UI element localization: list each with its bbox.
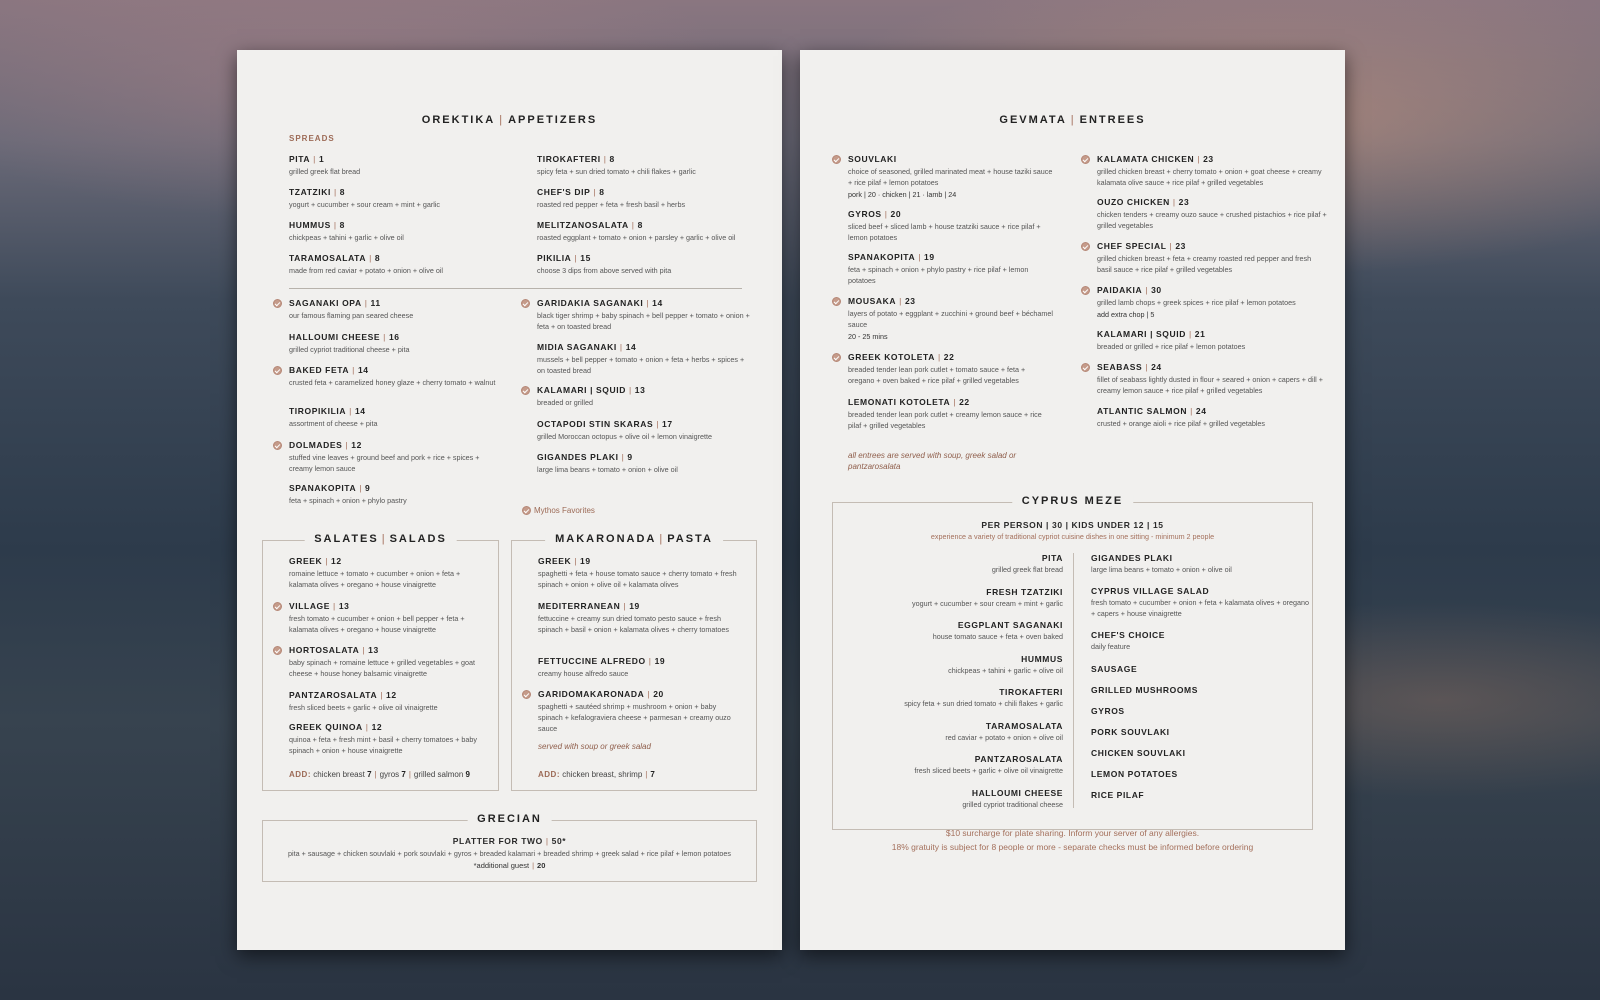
item-name: PANTZAROSALATA — [974, 754, 1063, 764]
menu-item — [537, 385, 752, 408]
item-price: 19 — [654, 656, 666, 666]
item-desc: roasted red pepper + feta + fresh basil + herbs — [537, 200, 686, 209]
item-desc: breaded or grilled — [537, 398, 593, 407]
item-price: 19 — [629, 601, 640, 611]
item-price: 14 — [357, 365, 369, 375]
item-name: CYPRUS VILLAGE SALAD — [1091, 586, 1210, 596]
menu-item — [537, 253, 762, 276]
menu-item — [848, 252, 1053, 286]
item-desc: spicy feta + sun dried tomato + chili flakes + garlic — [904, 699, 1063, 708]
menu-page-right — [800, 50, 1345, 950]
item-desc: our famous flaming pan seared cheese — [289, 311, 414, 320]
favorite-check-icon — [273, 366, 282, 375]
favorite-check-icon — [273, 602, 282, 611]
pasta-note: served with soup or greek salad — [538, 742, 651, 751]
meze-item — [863, 654, 1063, 676]
menu-item — [1097, 154, 1327, 188]
item-name: GYROS | 20 — [848, 209, 902, 219]
item-price: 23 — [1178, 197, 1190, 207]
item-price: 21 — [1194, 329, 1206, 339]
item-price: 14 — [625, 342, 637, 352]
item-name: KALAMATA CHICKEN | 23 — [1097, 154, 1214, 164]
meze-item — [1091, 586, 1311, 619]
item-name: OUZO CHICKEN | 23 — [1097, 197, 1190, 207]
item-name: PIKILIA | 15 — [537, 253, 591, 263]
meze-price: PER PERSON | 30 | KIDS UNDER 12 | 15 — [981, 520, 1164, 530]
item-name: SPANAKOPITA | 19 — [848, 252, 935, 262]
menu-item — [537, 187, 762, 210]
item-name: VILLAGE | 13 — [289, 601, 350, 611]
item-name: BAKED FETA | 14 — [289, 365, 369, 375]
item-price: 20 — [890, 209, 902, 219]
item-price: 19 — [924, 252, 935, 262]
item-desc: fresh sliced beets + garlic + olive oil vinaigrette — [289, 703, 438, 712]
item-name: GREEK QUINOA | 12 — [289, 722, 383, 732]
item-name: TIROKAFTERI — [999, 687, 1063, 697]
item-price: 20 — [653, 689, 664, 699]
item-desc: feta + spinach + onion + phylo pastry + rice pilaf + lemon potatoes — [848, 265, 1029, 285]
pasta-add: ADD: chicken breast, shrimp | 7 — [538, 770, 655, 779]
meze-item — [863, 553, 1063, 575]
item-name: GRILLED MUSHROOMS — [1091, 685, 1199, 695]
menu-item — [848, 154, 1053, 200]
item-price: 15 — [580, 253, 591, 263]
item-name: GIGANDES PLAKI | 9 — [537, 452, 633, 462]
menu-item — [289, 722, 484, 756]
item-price: 14 — [354, 406, 366, 416]
item-desc: red caviar + potato + onion + olive oil — [945, 732, 1063, 742]
salads-add: ADD: chicken breast 7 | gyros 7 | grilled salmon 9 — [289, 770, 470, 779]
item-name: PAIDAKIA | 30 — [1097, 285, 1162, 295]
menu-item — [289, 440, 504, 474]
salads-box — [262, 533, 499, 791]
item-name: PANTZAROSALATA | 12 — [289, 690, 397, 700]
item-price: 24 — [1151, 362, 1162, 372]
item-price: 24 — [1195, 406, 1207, 416]
meze-item — [863, 587, 1063, 609]
item-desc: roasted eggplant + tomato + onion + parsley + garlic + olive oil — [537, 233, 736, 242]
grecian-title: GRECIAN — [467, 813, 552, 825]
menu-item — [537, 452, 752, 475]
favorite-check-icon — [832, 297, 841, 306]
item-name: FETTUCCINE ALFREDO | 19 — [538, 656, 666, 666]
item-desc: chickpeas + tahini + garlic + olive oil — [289, 233, 404, 242]
meze-item — [1091, 727, 1311, 738]
menu-item — [289, 332, 504, 355]
favorite-check-icon — [522, 506, 531, 515]
menu-item — [848, 352, 1053, 386]
item-price: 16 — [388, 332, 400, 342]
favorite-check-icon — [273, 441, 282, 450]
meze-left-column — [853, 553, 1063, 813]
item-name: GREEK | 19 — [538, 556, 591, 566]
menu-item — [289, 298, 504, 321]
item-desc: fresh sliced beets + garlic + olive oil vinaigrette — [914, 766, 1063, 775]
menu-item — [538, 689, 738, 734]
item-price: 1 — [318, 154, 325, 164]
item-name: PITA | 1 — [289, 154, 325, 164]
item-name: HALLOUMI CHEESE | 16 — [289, 332, 400, 342]
menu-item — [289, 253, 509, 276]
item-name: TZATZIKI | 8 — [289, 187, 346, 197]
menu-item — [289, 483, 504, 506]
item-desc: quinoa + feta + fresh mint + basil + cherry tomatoes + baby spinach + onion + house vinaigrette — [289, 735, 477, 755]
item-desc: grilled chicken breast + feta + creamy roasted red pepper and fresh basil sauce + rice pilaf + grilled vegetables — [1097, 254, 1312, 274]
menu-item — [1097, 362, 1327, 396]
menu-item — [538, 556, 738, 590]
item-name: SAUSAGE — [1091, 664, 1138, 674]
item-name: MOUSAKA | 23 — [848, 296, 916, 306]
meze-item — [1091, 664, 1311, 675]
entrees-title: GEVMATA | ENTREES — [999, 114, 1146, 126]
entrees-note: all entrees are served with soup, greek salad or pantzarosalata — [848, 451, 1017, 471]
item-desc: grilled cypriot traditional cheese + pita — [289, 345, 410, 354]
favorite-check-icon — [1081, 155, 1090, 164]
meze-desc: experience a variety of traditional cypriot cuisine dishes in one sitting - minimum 2 people — [930, 532, 1215, 541]
menu-item — [289, 406, 504, 429]
grecian-box — [262, 813, 757, 882]
item-desc: layers of potato + eggplant + zucchini + ground beef + béchamel sauce — [848, 309, 1053, 329]
menu-item — [848, 397, 1053, 431]
item-desc: yogurt + cucumber + sour cream + mint + garlic — [289, 200, 441, 209]
item-desc: breaded or grilled + rice pilaf + lemon potatoes — [1097, 342, 1246, 351]
appetizers-title: OREKTIKA | APPETIZERS — [421, 114, 598, 126]
item-price: 23 — [1203, 154, 1214, 164]
item-name: LEMON POTATOES — [1091, 769, 1178, 779]
item-name: CHEF SPECIAL | 23 — [1097, 241, 1187, 251]
item-desc: grilled cypriot traditional cheese — [962, 799, 1063, 809]
item-name: TARAMOSALATA — [985, 720, 1063, 731]
menu-item — [537, 419, 752, 442]
item-name: MEDITERRANEAN | 19 — [538, 601, 640, 611]
menu-item — [289, 365, 504, 388]
item-desc: spaghetti + sautéed shrimp + mushroom + onion + baby spinach + kefalograviera cheese + parmesan + creamy ouzo sauce — [538, 702, 731, 733]
item-desc: grilled greek flat bread — [289, 167, 361, 176]
item-name: LEMONATI KOTOLETA | 22 — [848, 397, 970, 407]
item-desc: feta + spinach + onion + phylo pastry — [289, 496, 407, 505]
item-desc: black tiger shrimp + baby spinach + bell pepper + tomato + onion + feta + on toasted bread — [537, 311, 750, 331]
item-desc: chickpeas + tahini + garlic + olive oil — [948, 665, 1063, 675]
favorite-check-icon — [1081, 242, 1090, 251]
item-desc: breaded tender lean pork cutlet + tomato sauce + feta + oregano + oven baked + rice pilaf + grilled vegetables — [848, 365, 1026, 385]
favorites-legend: Mythos Favorites — [522, 506, 595, 515]
menu-item — [1097, 329, 1327, 352]
menu-item — [289, 154, 509, 177]
menu-item — [289, 220, 509, 243]
item-name: HORTOSALATA | 13 — [289, 645, 379, 655]
menu-item — [848, 296, 1053, 342]
item-price: 19 — [580, 556, 591, 566]
platter-name: PLATTER FOR TWO | 50* — [452, 836, 567, 846]
item-price: 8 — [637, 220, 643, 230]
item-desc: stuffed vine leaves + ground beef and pork + rice + spices + creamy lemon sauce — [289, 453, 480, 473]
footer-line-1: $10 surcharge for plate sharing. Inform your server of any allergies. — [945, 828, 1200, 838]
meze-item — [1091, 769, 1311, 780]
item-name: MELITZANOSALATA | 8 — [537, 220, 643, 230]
item-price: 8 — [374, 253, 381, 263]
item-price: 8 — [609, 154, 615, 164]
item-price: 13 — [338, 601, 350, 611]
pasta-box — [511, 533, 757, 791]
item-name: GARIDAKIA SAGANAKI | 14 — [537, 298, 663, 308]
meze-item — [1091, 553, 1311, 575]
item-desc: breaded tender lean pork cutlet + creamy lemon sauce + rice pilaf + grilled vegetables — [848, 410, 1042, 430]
item-desc: fresh tomato + cucumber + onion + feta + kalamata olives + oregano + capers + house vinaigrette — [1091, 598, 1309, 618]
item-name: PORK SOUVLAKI — [1091, 727, 1170, 737]
item-name: DOLMADES | 12 — [289, 440, 362, 450]
item-price: 13 — [368, 645, 379, 655]
item-price: 9 — [627, 452, 633, 462]
favorite-check-icon — [273, 646, 282, 655]
platter-extra: *additional guest | 20 — [473, 861, 546, 870]
meze-item — [1091, 748, 1311, 759]
item-price: 12 — [386, 690, 397, 700]
item-desc: sliced beef + sliced lamb + house tzatziki sauce + rice pilaf + lemon potatoes — [848, 222, 1041, 242]
menu-item — [289, 645, 484, 679]
item-extra: add extra chop | 5 — [1097, 310, 1155, 319]
item-desc: choice of seasoned, grilled marinated meat + house taziki sauce + rice pilaf + lemon potatoes — [848, 167, 1053, 187]
item-desc: made from red caviar + potato + onion + olive oil — [289, 266, 444, 275]
favorite-check-icon — [521, 299, 530, 308]
item-price: 8 — [339, 187, 346, 197]
menu-item — [537, 220, 762, 243]
item-name: RICE PILAF — [1091, 790, 1145, 800]
menu-item — [1097, 285, 1327, 320]
menu-item — [289, 690, 484, 713]
meze-box — [832, 495, 1313, 830]
item-price: 12 — [371, 722, 383, 732]
item-price: 17 — [662, 419, 673, 429]
item-desc: large lima beans + tomato + onion + olive oil — [537, 465, 678, 474]
item-name: SPANAKOPITA | 9 — [289, 483, 371, 493]
item-price: 30 — [1151, 285, 1162, 295]
item-name: KALAMARI | SQUID | 13 — [537, 385, 646, 395]
item-name: SEABASS | 24 — [1097, 362, 1162, 372]
meze-item — [863, 788, 1063, 810]
item-desc: spicy feta + sun dried tomato + chili flakes + garlic — [537, 167, 696, 176]
footer-line-2: 18% gratuity is subject for 8 people or more - separate checks must be informed before ordering — [891, 842, 1254, 852]
item-name: HUMMUS — [1021, 653, 1063, 664]
item-name: CHEF'S CHOICE — [1091, 630, 1166, 640]
menu-item — [537, 154, 762, 177]
menu-item — [1097, 406, 1327, 429]
menu-item — [848, 209, 1053, 243]
meze-item — [1091, 706, 1311, 717]
item-extra: 20 - 25 mins — [848, 332, 888, 341]
menu-item — [289, 556, 484, 590]
item-price: 23 — [1175, 241, 1187, 251]
meze-title: CYPRUS MEZE — [1012, 495, 1133, 507]
item-desc: spaghetti + feta + house tomato sauce + cherry tomato + fresh spinach + onion + olive oil + kalamata olives — [538, 569, 737, 589]
item-name: EGGPLANT SAGANAKI — [957, 620, 1063, 630]
favorite-check-icon — [1081, 363, 1090, 372]
meze-item — [1091, 685, 1311, 696]
divider — [289, 288, 742, 289]
item-price: 9 — [365, 483, 371, 493]
item-name: CHEF'S DIP | 8 — [537, 187, 605, 197]
item-name: MIDIA SAGANAKI | 14 — [537, 342, 637, 352]
item-desc: grilled greek flat bread — [991, 565, 1063, 574]
item-name: FRESH TZATZIKI — [986, 586, 1063, 597]
item-price: 12 — [351, 440, 362, 450]
menu-item — [289, 601, 484, 635]
item-extra: pork | 20 · chicken | 21 · lamb | 24 — [848, 190, 957, 199]
meze-item — [863, 721, 1063, 743]
menu-item — [1097, 241, 1327, 275]
item-price: 8 — [339, 220, 345, 230]
menu-item — [289, 187, 509, 210]
favorite-check-icon — [832, 155, 841, 164]
item-name: GREEK | 12 — [289, 556, 342, 566]
item-price: 22 — [959, 397, 970, 407]
menu-page-left — [237, 50, 782, 950]
item-desc: mussels + bell pepper + tomato + onion + feta + herbs + spices + on toasted bread — [537, 355, 745, 375]
item-desc: fillet of seabass lightly dusted in flour + seared + onion + capers + dill + creamy lemon sauce + rice pilaf + grilled vegetables — [1097, 375, 1323, 395]
item-name: GREEK KOTOLETA | 22 — [848, 352, 955, 362]
menu-item — [538, 601, 738, 635]
meze-item — [863, 620, 1063, 642]
item-desc: grilled Moroccan octopus + olive oil + lemon vinaigrette — [537, 432, 712, 441]
favorite-check-icon — [521, 386, 530, 395]
item-desc: baby spinach + romaine lettuce + grilled vegetables + goat cheese + house honey balsamic vinaigrette — [289, 658, 475, 678]
item-desc: grilled chicken breast + cherry tomato + onion + goat cheese + creamy kalamata olive sauce + rice pilaf + grilled vegetables — [1097, 167, 1322, 187]
item-price: 13 — [634, 385, 646, 395]
salads-title: SALATES | SALADS — [304, 533, 457, 545]
item-name: CHICKEN SOUVLAKI — [1091, 748, 1186, 758]
item-desc: crusted feta + caramelized honey glaze + cherry tomato + walnut — [289, 378, 496, 387]
pasta-title: MAKARONADA | PASTA — [545, 533, 723, 545]
item-name: KALAMARI | SQUID | 21 — [1097, 329, 1206, 339]
item-price: 14 — [652, 298, 663, 308]
item-desc: assortment of cheese + pita — [289, 419, 378, 428]
item-desc: house tomato sauce + feta + oven baked — [932, 632, 1063, 641]
item-name: GYROS — [1091, 706, 1125, 716]
menu-item — [537, 342, 752, 376]
menu-item — [1097, 197, 1327, 231]
item-name: HALLOUMI CHEESE — [971, 787, 1063, 798]
item-desc: chicken tenders + creamy ouzo sauce + crushed pistachios + rice pilaf + grilled vegetables — [1097, 210, 1327, 230]
menu-item — [538, 656, 738, 679]
item-name: OCTAPODI STIN SKARAS | 17 — [537, 419, 673, 429]
meze-divider — [1073, 553, 1074, 808]
item-price: 23 — [904, 296, 916, 306]
item-price: 22 — [943, 352, 955, 362]
item-price: 12 — [331, 556, 342, 566]
favorite-check-icon — [522, 690, 531, 699]
meze-item — [863, 754, 1063, 776]
item-price: 11 — [370, 298, 381, 308]
meze-item — [1091, 790, 1311, 801]
item-name: SOUVLAKI — [848, 154, 897, 164]
item-name: TIROPIKILIA | 14 — [289, 406, 366, 416]
item-desc: fresh tomato + cucumber + onion + bell pepper + feta + kalamata olives + oregano + house vinaigrette — [289, 614, 465, 634]
item-desc: romaine lettuce + tomato + cucumber + onion + feta + kalamata olives + oregano + house vinaigrette — [289, 569, 461, 589]
item-name: GIGANDES PLAKI — [1091, 553, 1173, 563]
meze-item — [1091, 630, 1311, 652]
item-desc: large lima beans + tomato + onion + olive oil — [1091, 565, 1232, 574]
item-name: TARAMOSALATA | 8 — [289, 253, 381, 263]
spreads-label: SPREADS — [289, 134, 335, 143]
item-price: 8 — [599, 187, 605, 197]
meze-right-column — [1091, 553, 1309, 813]
item-desc: creamy house alfredo sauce — [538, 669, 629, 678]
meze-item — [863, 687, 1063, 709]
item-name: TIROKAFTERI | 8 — [537, 154, 615, 164]
item-name: HUMMUS | 8 — [289, 220, 345, 230]
item-desc: crusted + orange aioli + rice pilaf + grilled vegetables — [1097, 419, 1266, 428]
favorite-check-icon — [273, 299, 282, 308]
item-desc: fettuccine + creamy sun dried tomato pesto sauce + fresh spinach + basil + onion + kalamata olives + cherry tomatoes — [538, 614, 729, 634]
platter-desc: pita + sausage + chicken souvlaki + pork souvlaki + gyros + breaded kalamari + breaded shrimp + greek salad + rice pilaf + lemon potatoes — [288, 849, 731, 858]
item-desc: grilled lamb chops + greek spices + rice pilaf + lemon potatoes — [1097, 298, 1296, 307]
item-name: PITA — [1041, 553, 1063, 563]
item-name: GARIDOMAKARONADA | 20 — [538, 689, 664, 699]
favorite-check-icon — [832, 353, 841, 362]
item-name: ATLANTIC SALMON | 24 — [1097, 406, 1207, 416]
item-desc: yogurt + cucumber + sour cream + mint + garlic — [911, 598, 1063, 608]
item-desc: daily feature — [1091, 642, 1131, 651]
item-name: SAGANAKI OPA | 11 — [289, 298, 381, 308]
favorite-check-icon — [1081, 286, 1090, 295]
menu-item — [537, 298, 752, 332]
item-desc: choose 3 dips from above served with pita — [537, 266, 672, 275]
